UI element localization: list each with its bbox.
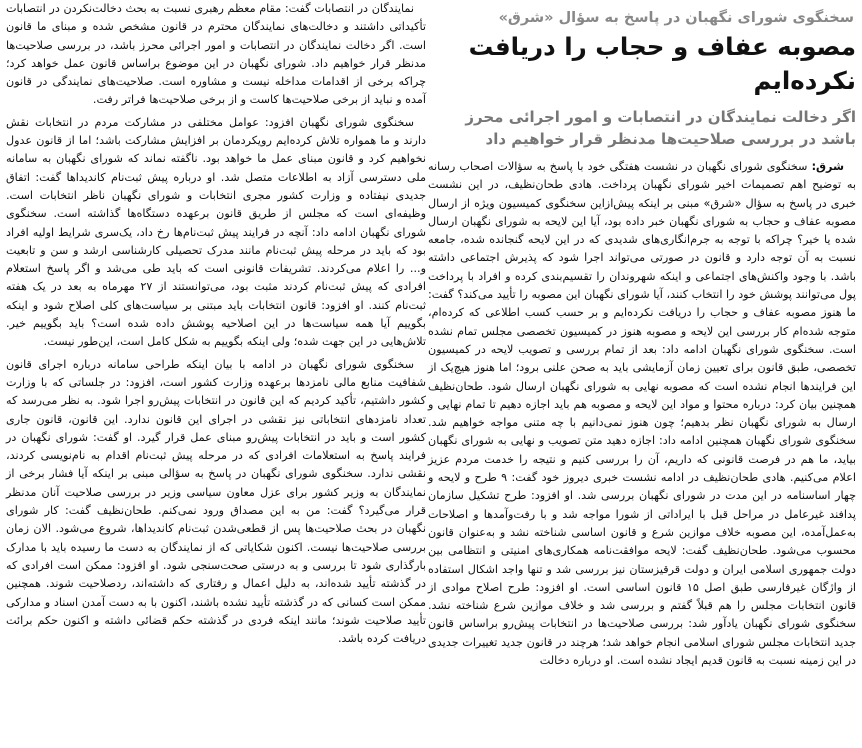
article-dateline: شرق: (811, 160, 844, 173)
article-body-right (428, 158, 856, 670)
article-paragraph: سخنگوی شورای نگهبان افزود: عوامل مختلفی در مشارکت مردم در انتخابات نقش دارند و ما همواره تلاش کرده‌ایم رویکردمان بر افزایش مشارکت باشد؛ اما از قانون عدول نخواهیم کرد و قانون مبنای عمل ما خواهد بود. ناگفته نماند که شورای نگهبان به سامانه ملی دسترسی آزاد به اطلاعات متصل شد. او درباره پیش ثبت‌نام کاندیداها گفت: اتفاق جدیدی نیفتاده و وزارت کشور مجری انتخابات و شورای نگهبان ناظر انتخابات است. وظیفه‌ای است که مجلس از طریق قانون برعهده دستگاه‌ها گذاشته است. سخنگوی شورای نگهبان ادامه داد: آنچه در فرایند پیش ثبت‌نام‌ها رخ داد، یک‌سری شرایط اولیه افراد بود که باید در مرحله پیش ثبت‌نام مانند مدرک تحصیلی کارشناسی ارشد و سن و تابعیت و... را اعلام می‌کردند. تشریفات قانونی است که باید طی می‌شد و اگر پاسخ استعلام افرادی که پیش ثبت‌نام کردند مثبت بود، می‌توانستند از ۲۷ مهرماه به بعد در یک هفته ثبت‌نام کنند. او افزود: قانون انتخابات باید مبتنی بر سیاست‌های کلی اصلاح شود و اینکه بگوییم آیا همه سیاست‌ها در این اصلاحیه پوشش داده شده است؟ باید بگوییم خیر. تلاش‌هایی در این جهت شده؛ ولی اینکه بگوییم به شکل کامل است، این‌طور نیست. (6, 115, 426, 349)
article-headline: مصوبه عفاف و حجاب را دریافت نکرده‌ایم (468, 32, 856, 95)
article-paragraph-text: سخنگوی شورای نگهبان در نشست هفتگی خود با پاسخ به سؤالات اصحاب رسانه به توضیح اهم تصمیمات اخیر شورای نگهبان پرداخت. هادی طحان‌نظیف، در این نشست خبری در پاسخ به سؤال «شرق» مبنی بر اینکه پیش‌ازاین سخنگوی کمیسیون ویژه از ارسال مصوبه عفاف و حجاب به شورای نگهبان خبر داده بود، آیا این لایحه به شورای نگهبان ارسال شده یا خیر؟ چراکه با توجه به جرم‌انگاری‌های شدیدی که در این لایحه گنجانده شده، جامعه نسبت به آن توجه دارد و قانون در صورتی می‌تواند اجرا شود که پذیرش اجتماعی داشته باشد. با وجود واکنش‌های اجتماعی و اینکه شهروندان را تقسیم‌بندی کرده و افراد با پرداخت پول می‌توانند پوشش خود را انتخاب کنند، آیا شورای نگهبان این مصوبه را تأیید می‌کند؟ گفت: ما هنوز مصوبه عفاف و حجاب را دریافت نکرده‌ایم و بر حسب کسب اطلاعی که کرده‌ام، متوجه شده‌ام کار بررسی این لایحه و مصوبه هنوز در کمیسیون تخصصی مجلس تمام نشده است. سخنگوی شورای نگهبان ادامه داد: بعد از تمام بررسی و تصویب لایحه در کمیسیون تخصصی، طبق قانون برای تعیین زمان آزمایشی باید به صحن علنی برود؛ اما هنوز هیچ‌یک از این فرایندها انجام نشده است که مصوبه نهایی به شورای نگهبان ارسال شود. طحان‌نظیف همچنین بیان کرد: درباره محتوا و مواد این لایحه و مصوبه هم باید اجازه دهیم تا تمام نهایی و ارسال به شورای نگهبان نظر بدهیم؛ چون هنوز نمی‌دانیم با چه متنی مواجه خواهیم شد. سخنگوی شورای نگهبان همچنین ادامه داد: اجازه دهید متن تصویب و نهایی به شورای نگهبان بیاید، ما هم در فرصت قانونی که داریم، آن را بررسی کنیم و نتیجه را خدمت مردم عزیز اعلام می‌کنیم. هادی طحان‌نظیف در ادامه نشست خبری دیروز خود گفت: ۹ طرح و لایحه و چهار اساسنامه در این مدت در شورای نگهبان بررسی شد. او افزود: طرح تشکیل سازمان پدافند غیرعامل در مراحل قبل با ایراداتی از شورا مواجه شد و با رفت‌وآمدها و اصلاحات به‌عمل‌آمده، این مصوبه خلاف موازین شرع و قانون اساسی شناخته نشد و به‌عنوان قانون محسوب می‌شود. طحان‌نظیف گفت: لایحه موافقت‌نامه همکاری‌های امنیتی و انتظامی بین دولت جمهوری اسلامی ایران و دولت قرقیزستان نیز بررسی شد و تنها واجد اشکال استفاده از واژگان غیرفارسی طبق اصل ۱۵ قانون اساسی است. او افزود: طرح اصلاح موادی از قانون انتخابات مجلس را هم قبلاً گفتم و بررسی شد و خلاف موازین شرع شناخته نشد. سخنگوی شورای نگهبان یادآور شد: بررسی صلاحیت‌ها در انتخابات پیش‌رو براساس قانون جدید انتخابات مجلس شورای اسلامی انجام خواهد شد؛ هرچند در قانون جدید تغییرات جدیدی در این زمینه نسبت به قانون قدیم ایجاد نشده است. او درباره دخالت (428, 160, 856, 668)
article-subhead: اگر دخالت نمایندگان در انتصابات و امور اجرائی محرز باشد در بررسی صلاحیت‌ها مدنظر قرار خواهیم داد (465, 108, 856, 148)
article-paragraph (428, 158, 856, 670)
article-kicker: سخنگوی شورای نگهبان در پاسخ به سؤال «شرق» (498, 10, 854, 26)
article-left-column (6, 0, 426, 648)
article-paragraph: سخنگوی شورای نگهبان در ادامه با بیان اینکه طراحی سامانه درباره اجرای قانون شفافیت منابع مالی نامزدها برعهده وزارت کشور است، افزود: در جلساتی که با وزارت کشور داشتیم، تأکید کردیم که این قانون در انتخابات پیش‌رو اجرا شود. به نظر می‌رسد که تعداد نامزدهای انتخاباتی نیز نقشی در اجرای این قانون ندارد. این قانون، قانون جاری کشور است و باید در انتخابات پیش‌رو مبنای عمل قرار گیرد. او گفت: شورای نگهبان در فرایند پاسخ به استعلامات افرادی که در مرحله پیش ثبت‌نام اقدام به نام‌نویسی کردند، نقشی ندارد. سخنگوی شورای نگهبان در پاسخ به سؤالی مبنی بر اینکه آیا فشار برخی از نمایندگان به وزیر کشور برای عزل معاون سیاسی وزیر در بررسی صلاحیت آنان مدنظر قرار می‌گیرد؟ گفت: من به این مصداق ورود نمی‌کنم. طحان‌نظیف گفت: کار شورای نگهبان در بحث صلاحیت‌ها پس از قطعی‌شدن ثبت‌نام کاندیداها، شروع می‌شود. الان زمان بررسی صلاحیت‌ها نیست. اکنون شکایاتی که از نمایندگان به دست ما رسیده باید با مدارک بارگذاری شود تا بررسی و به درستی صحت‌سنجی شود. او افزود: ممکن است افرادی که در گذشته تأیید شده‌اند، به دلیل اعمال و رفتاری که داشته‌اند، ردصلاحیت شوند. همچنین ممکن است کسانی که در گذشته تأیید نشده باشند، اکنون با به دست آمدن اسناد و مدارکی تأیید صلاحیت شوند؛ مانند اینکه فردی در گذشته حکم قضائی داشته و اکنون حکم برائت دریافت کرده باشد. (6, 357, 426, 646)
article-paragraph: نمایندگان در انتصابات گفت: مقام معظم رهبری نسبت به بحث دخالت‌نکردن در انتصابات تأکیداتی داشتند و دخالت‌های نمایندگان محترم در قانون مشخص شده و مبنای ما قانون است. اگر دخالت نمایندگان در انتصابات و امور اجرائی محرز باشد، در بررسی صلاحیت‌ها مدنظر قرار خواهیم داد. شورای نگهبان در این موضوع براساس قانون عمل خواهد کرد؛ چراکه برخی از اقدامات مداخله نیست و مشاوره است. صلاحیت‌های نمایندگی در قانون آمده و نباید از برخی صلاحیت‌ها کاست و از برخی صلاحیت‌ها فراتر رفت. (6, 2, 426, 107)
article-body-left (6, 0, 426, 648)
article-right-column (428, 0, 856, 670)
